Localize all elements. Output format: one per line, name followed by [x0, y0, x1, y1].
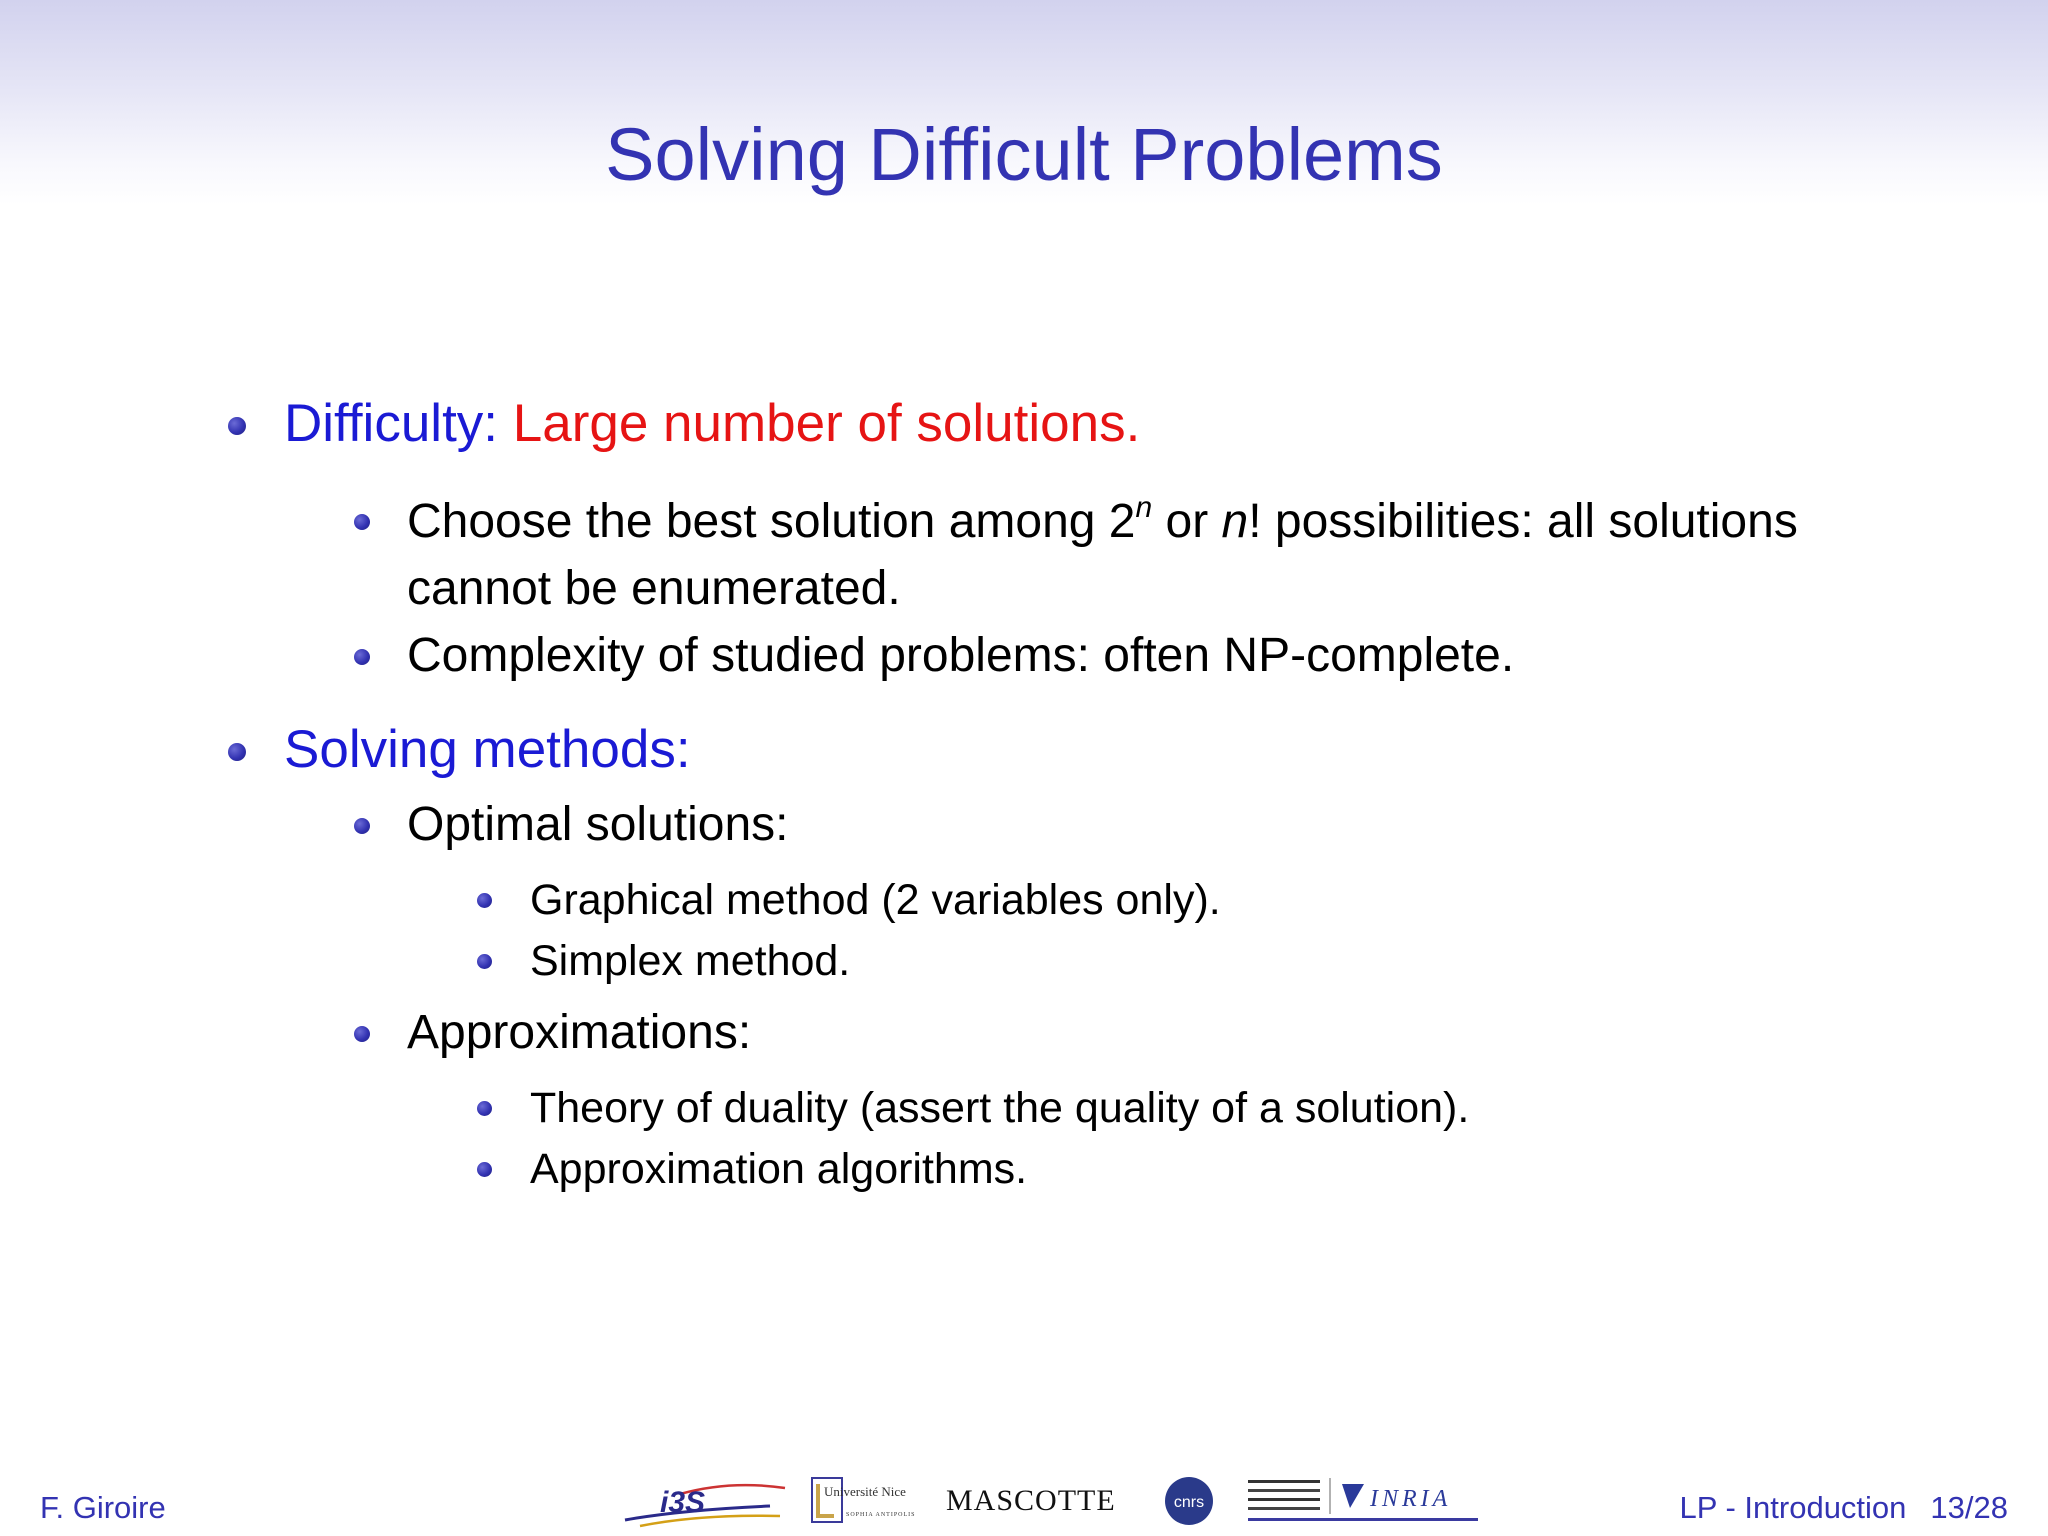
universite-nice-logo: [810, 1472, 930, 1528]
bullet-icon: [228, 417, 246, 435]
choose-pre: Choose the best solution among 2: [407, 495, 1136, 548]
bullet-icon: [354, 649, 370, 665]
optimal-label: Optimal solutions:: [407, 798, 789, 851]
bullet-icon: [228, 743, 246, 761]
footer-right: [1680, 1488, 2008, 1528]
inria-logo-text: INRIA: [1370, 1486, 1452, 1512]
univ-logo-text: Université Nice: [824, 1484, 906, 1499]
univ-logo-subtext: SOPHIA ANTIPOLIS: [846, 1512, 916, 1518]
slide-title: Solving Difficult Problems: [605, 113, 1443, 196]
choose-exponent: n: [1135, 491, 1153, 524]
i3s-logo: [620, 1476, 790, 1528]
footer-section: LP - Introduction: [1679, 1490, 1907, 1525]
bullet-icon: [477, 893, 492, 908]
approx-item: Theory of duality (assert the quality of a solution).: [530, 1084, 1470, 1132]
footer-page-number: 13/28: [1930, 1490, 2008, 1525]
approx-item: Approximation algorithms.: [530, 1145, 1028, 1193]
approx-label: Approximations:: [407, 1006, 752, 1059]
subitem-complexity: Complexity of studied problems: often NP-complete.: [407, 629, 1515, 682]
bullet-difficulty-text: [284, 392, 1140, 456]
choose-continuation: cannot be enumerated.: [407, 562, 901, 615]
optimal-item: Graphical method (2 variables only).: [530, 876, 1221, 924]
optimal-item: Simplex method.: [530, 937, 851, 985]
solving-methods-label: Solving methods:: [284, 720, 691, 779]
cnrs-logo: [1162, 1474, 1216, 1528]
difficulty-highlight: Large number of solutions.: [512, 394, 1141, 453]
mascotte-logo: MASCOTTE: [946, 1484, 1116, 1517]
choose-var: n: [1221, 495, 1249, 548]
bullet-icon: [354, 1026, 370, 1042]
footer-author: F. Giroire: [40, 1490, 166, 1525]
bullet-icon: [477, 1162, 492, 1177]
cnrs-logo-text: cnrs: [1173, 1494, 1205, 1511]
i3s-logo-text: i3S: [660, 1486, 706, 1519]
subitem-choose: [407, 488, 1798, 562]
choose-post: ! possibilities: all solutions: [1248, 495, 1798, 548]
inria-logo: [1246, 1474, 1496, 1530]
difficulty-label: Difficulty:: [284, 394, 499, 453]
bullet-icon: [354, 514, 370, 530]
bullet-icon: [477, 1101, 492, 1116]
footer-logos: [620, 1470, 1500, 1530]
bullet-icon: [354, 818, 370, 834]
bullet-icon: [477, 954, 492, 969]
choose-mid: or: [1152, 495, 1222, 548]
